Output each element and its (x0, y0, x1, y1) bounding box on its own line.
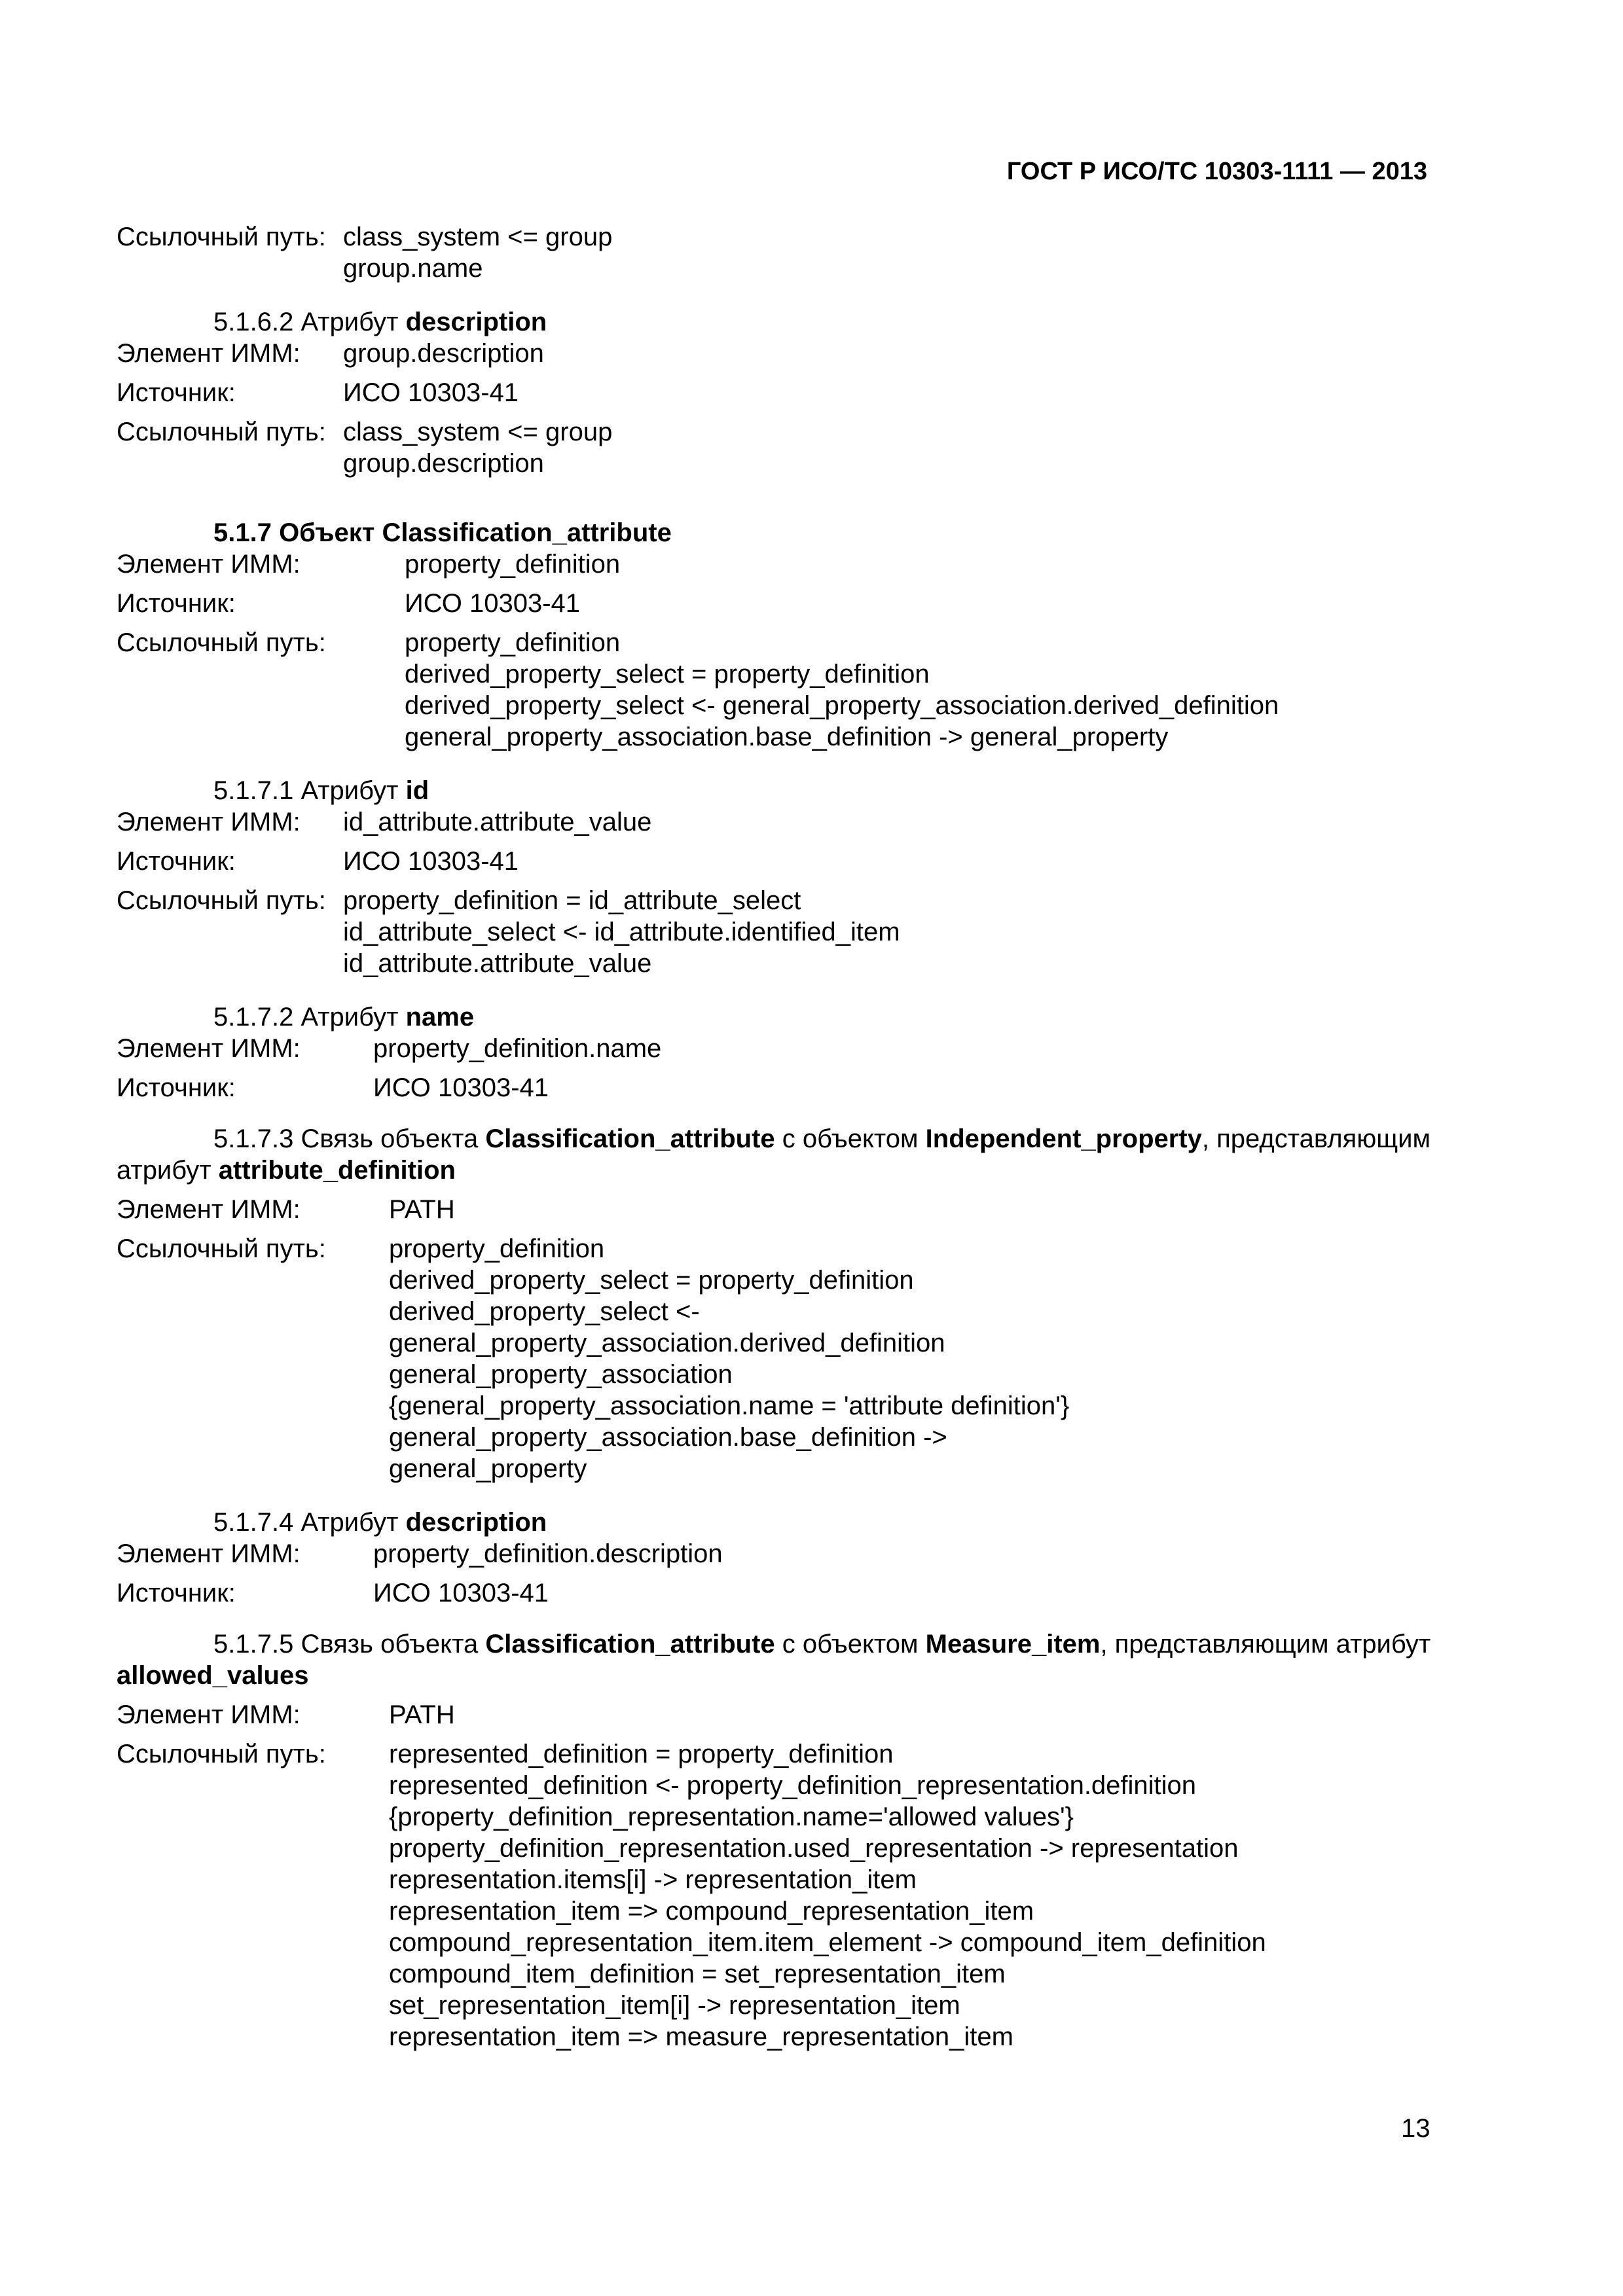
field-label: Элемент ИММ: (117, 1034, 301, 1063)
path-line: general_property_association.base_definition -> general_property (405, 723, 1169, 751)
path-line: derived_property_select = property_definition (405, 660, 930, 689)
section-heading-5-1-7-3: 5.1.7.3 Связь объекта Classification_attribute с объектом Independent_property, представляющим атрибут attribute_definition (117, 1124, 1431, 1185)
path-line: derived_property_select = property_definition (389, 1266, 914, 1295)
path-value (405, 627, 1459, 753)
path-row (117, 221, 1459, 284)
path-line: general_property (389, 1454, 587, 1483)
path-line: id_attribute.attribute_value (343, 949, 652, 978)
source-value: ИСО 10303-41 (373, 1579, 549, 1607)
path-line: representation_item => measure_representation_item (389, 2022, 1013, 2051)
path-line: derived_property_select <- general_property_association.derived_definition (405, 691, 1279, 720)
element-value: property_definition (405, 550, 621, 579)
field-label: Ссылочный путь: (117, 628, 326, 657)
path-line: class_system <= group (343, 418, 613, 446)
document-header: ГОСТ Р ИСО/ТС 10303-1111 — 2013 (1006, 158, 1427, 185)
source-value: ИСО 10303-41 (373, 1073, 549, 1102)
field-label: Ссылочный путь: (117, 223, 326, 251)
path-line: {general_property_association.name = 'attribute definition'} (389, 1391, 1070, 1420)
path-line: compound_representation_item.item_element -> compound_item_definition (389, 1928, 1266, 1957)
path-line: class_system <= group (343, 223, 613, 251)
field-label: Источник: (117, 1073, 236, 1102)
path-line: {property_definition_representation.name='allowed values'} (389, 1803, 1074, 1831)
path-value (343, 885, 1459, 979)
field-label: Ссылочный путь: (117, 1234, 326, 1263)
path-line: represented_definition <- property_definition_representation.definition (389, 1771, 1197, 1800)
element-row (117, 1538, 1459, 1570)
path-line: property_definition = id_attribute_select (343, 886, 801, 915)
field-label: Ссылочный путь: (117, 1740, 326, 1768)
source-row (117, 1072, 1459, 1103)
path-row (117, 1738, 1459, 2053)
field-label: Источник: (117, 589, 236, 618)
section-heading-5-1-6-2: 5.1.6.2 Атрибут description (213, 308, 547, 336)
element-row (117, 338, 1459, 369)
source-row (117, 588, 1459, 619)
path-value (389, 1738, 1459, 2053)
path-row (117, 885, 1459, 979)
field-label: Ссылочный путь: (117, 886, 326, 915)
element-value: group.description (343, 339, 544, 368)
element-value: id_attribute.attribute_value (343, 808, 652, 836)
element-value: property_definition.description (373, 1539, 723, 1568)
source-row (117, 1577, 1459, 1609)
path-line: group.description (343, 449, 544, 478)
path-line: derived_property_select <- (389, 1297, 700, 1326)
path-line: property_definition (389, 1234, 605, 1263)
section-heading-5-1-7-2: 5.1.7.2 Атрибут name (213, 1003, 475, 1031)
path-value (389, 1233, 1459, 1484)
element-row (117, 548, 1459, 580)
section-heading-5-1-7-4: 5.1.7.4 Атрибут description (213, 1508, 547, 1537)
field-label: Элемент ИММ: (117, 1539, 301, 1568)
source-row (117, 846, 1459, 877)
path-line: compound_item_definition = set_representation_item (389, 1960, 1006, 1988)
field-label: Элемент ИММ: (117, 550, 301, 579)
element-row (117, 1699, 1459, 1731)
path-line: general_property_association.derived_definition (389, 1329, 945, 1357)
source-value: ИСО 10303-41 (343, 847, 519, 876)
element-row (117, 1194, 1459, 1225)
field-label: Элемент ИММ: (117, 1700, 301, 1729)
element-value: property_definition.name (373, 1034, 662, 1063)
path-value (343, 221, 1459, 284)
path-row (117, 627, 1459, 753)
path-line: property_definition_representation.used_representation -> representation (389, 1834, 1239, 1863)
path-value (343, 416, 1459, 479)
path-line: represented_definition = property_definition (389, 1740, 894, 1768)
field-label: Источник: (117, 847, 236, 876)
field-label: Элемент ИММ: (117, 1195, 301, 1224)
section-heading-5-1-7: 5.1.7 Объект Classification_attribute (213, 518, 672, 547)
field-label: Элемент ИММ: (117, 808, 301, 836)
element-value: PATH (389, 1195, 455, 1224)
path-line: representation.items[i] -> representation_item (389, 1865, 917, 1894)
path-row (117, 416, 1459, 479)
element-row (117, 806, 1459, 838)
field-label: Источник: (117, 378, 236, 407)
path-line: id_attribute_select <- id_attribute.identified_item (343, 918, 900, 946)
document-body (117, 221, 1459, 2053)
section-heading-5-1-7-5: 5.1.7.5 Связь объекта Classification_attribute с объектом Measure_item, представляющим атрибут allowed_values (117, 1630, 1431, 1690)
element-value: PATH (389, 1700, 455, 1729)
source-row (117, 377, 1459, 408)
field-label: Ссылочный путь: (117, 418, 326, 446)
field-label: Источник: (117, 1579, 236, 1607)
field-label: Элемент ИММ: (117, 339, 301, 368)
path-line: general_property_association (389, 1360, 733, 1389)
section-heading-5-1-7-1: 5.1.7.1 Атрибут id (213, 776, 429, 805)
path-line: group.name (343, 254, 483, 283)
path-line: general_property_association.base_definition -> (389, 1423, 947, 1452)
path-line: set_representation_item[i] -> representation_item (389, 1991, 960, 2020)
page-number: 13 (1401, 2114, 1431, 2143)
path-row (117, 1233, 1459, 1484)
path-line: representation_item => compound_representation_item (389, 1897, 1034, 1926)
source-value: ИСО 10303-41 (343, 378, 519, 407)
element-row (117, 1033, 1459, 1064)
path-line: property_definition (405, 628, 621, 657)
source-value: ИСО 10303-41 (405, 589, 581, 618)
